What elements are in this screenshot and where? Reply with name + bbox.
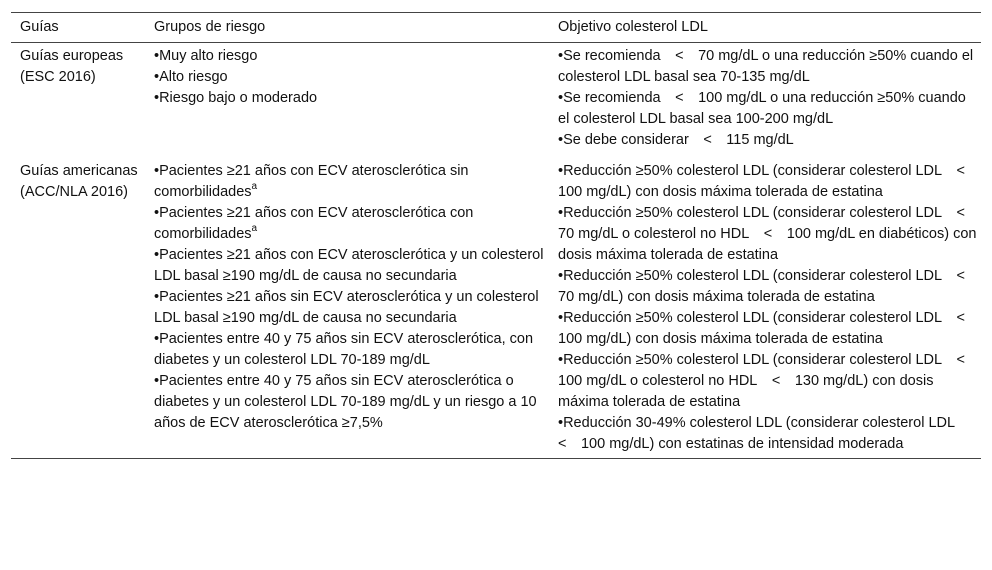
risk-groups-cell bbox=[142, 43, 549, 162]
ldl-target-item: •Se recomienda < 100 mg/dL o una reducción ≥50% cuando el colesterol LDL basal sea 100-200 mg/dL bbox=[558, 90, 970, 127]
ldl-target-item: •Se debe considerar < 115 mg/dL bbox=[558, 132, 794, 148]
risk-group-item: •Pacientes ≥21 años sin ECV aterosclerótica y un colesterol LDL basal ≥190 mg/dL de causa no secundaria bbox=[154, 289, 539, 326]
risk-group-item: •Pacientes ≥21 años con ECV aterosclerótica sin comorbilidades$^a$ bbox=[154, 163, 469, 200]
ldl-target-item: •Reducción ≥50% colesterol LDL (considerar colesterol LDL < 100 mg/dL o colesterol no HDL < 130 mg/dL) con dosis máxima tolerada de estatina bbox=[558, 352, 980, 410]
guide-name: Guías americanas (ACC/NLA 2016) bbox=[20, 163, 138, 200]
guidelines-table bbox=[11, 12, 981, 459]
risk-group-item: •Alto riesgo bbox=[154, 69, 228, 85]
risk-groups-cell bbox=[142, 161, 549, 459]
footnote-marker: a bbox=[251, 181, 258, 193]
ldl-target-item: •Reducción ≥50% colesterol LDL (considerar colesterol LDL < 100 mg/dL) con dosis máxima tolerada de estatina bbox=[558, 163, 980, 200]
ldl-target-item: •Reducción ≥50% colesterol LDL (considerar colesterol LDL < 70 mg/dL) con dosis máxima tolerada de estatina bbox=[558, 268, 980, 305]
risk-group-item: •Pacientes entre 40 y 75 años sin ECV aterosclerótica, con diabetes y un colesterol LDL 70-189 mg/dL bbox=[154, 331, 534, 368]
ldl-target-item: •Reducción ≥50% colesterol LDL (considerar colesterol LDL < 100 mg/dL) con dosis máxima tolerada de estatina bbox=[558, 310, 980, 347]
header-risk-groups: Grupos de riesgo bbox=[142, 13, 549, 43]
risk-group-item: •Pacientes entre 40 y 75 años sin ECV aterosclerótica o diabetes y un colesterol LDL 70-189 mg/dL y un riesgo a 10 años de ECV aterosclerótica ≥7,5% bbox=[154, 373, 537, 431]
guide-cell bbox=[11, 43, 142, 162]
table-row bbox=[11, 161, 981, 459]
guide-cell bbox=[11, 161, 142, 459]
risk-group-item: •Pacientes ≥21 años con ECV aterosclerótica con comorbilidades$^a$ bbox=[154, 205, 474, 242]
risk-group-item: •Riesgo bajo o moderado bbox=[154, 90, 318, 106]
ldl-targets-cell bbox=[549, 161, 981, 459]
table-header-row bbox=[11, 13, 981, 43]
table-row bbox=[11, 43, 981, 162]
header-guides: Guías bbox=[11, 13, 142, 43]
ldl-targets-cell bbox=[549, 43, 981, 162]
header-ldl-target: Objetivo colesterol LDL bbox=[549, 13, 981, 43]
risk-group-item: •Pacientes ≥21 años con ECV aterosclerótica y un colesterol LDL basal ≥190 mg/dL de causa no secundaria bbox=[154, 247, 544, 284]
guide-name: Guías europeas (ESC 2016) bbox=[20, 48, 124, 85]
risk-group-item: •Muy alto riesgo bbox=[154, 48, 258, 64]
ldl-target-item: •Reducción 30-49% colesterol LDL (considerar colesterol LDL < 100 mg/dL) con estatinas de intensidad moderada bbox=[558, 415, 970, 452]
ldl-target-item: •Se recomienda < 70 mg/dL o una reducción ≥50% cuando el colesterol LDL basal sea 70-135 mg/dL bbox=[558, 48, 978, 85]
footnote-marker: a bbox=[251, 223, 258, 235]
ldl-target-item: •Reducción ≥50% colesterol LDL (considerar colesterol LDL < 70 mg/dL o colesterol no HDL < 100 mg/dL en diabéticos) con dosis máxima tolerada de estatina bbox=[558, 205, 981, 263]
